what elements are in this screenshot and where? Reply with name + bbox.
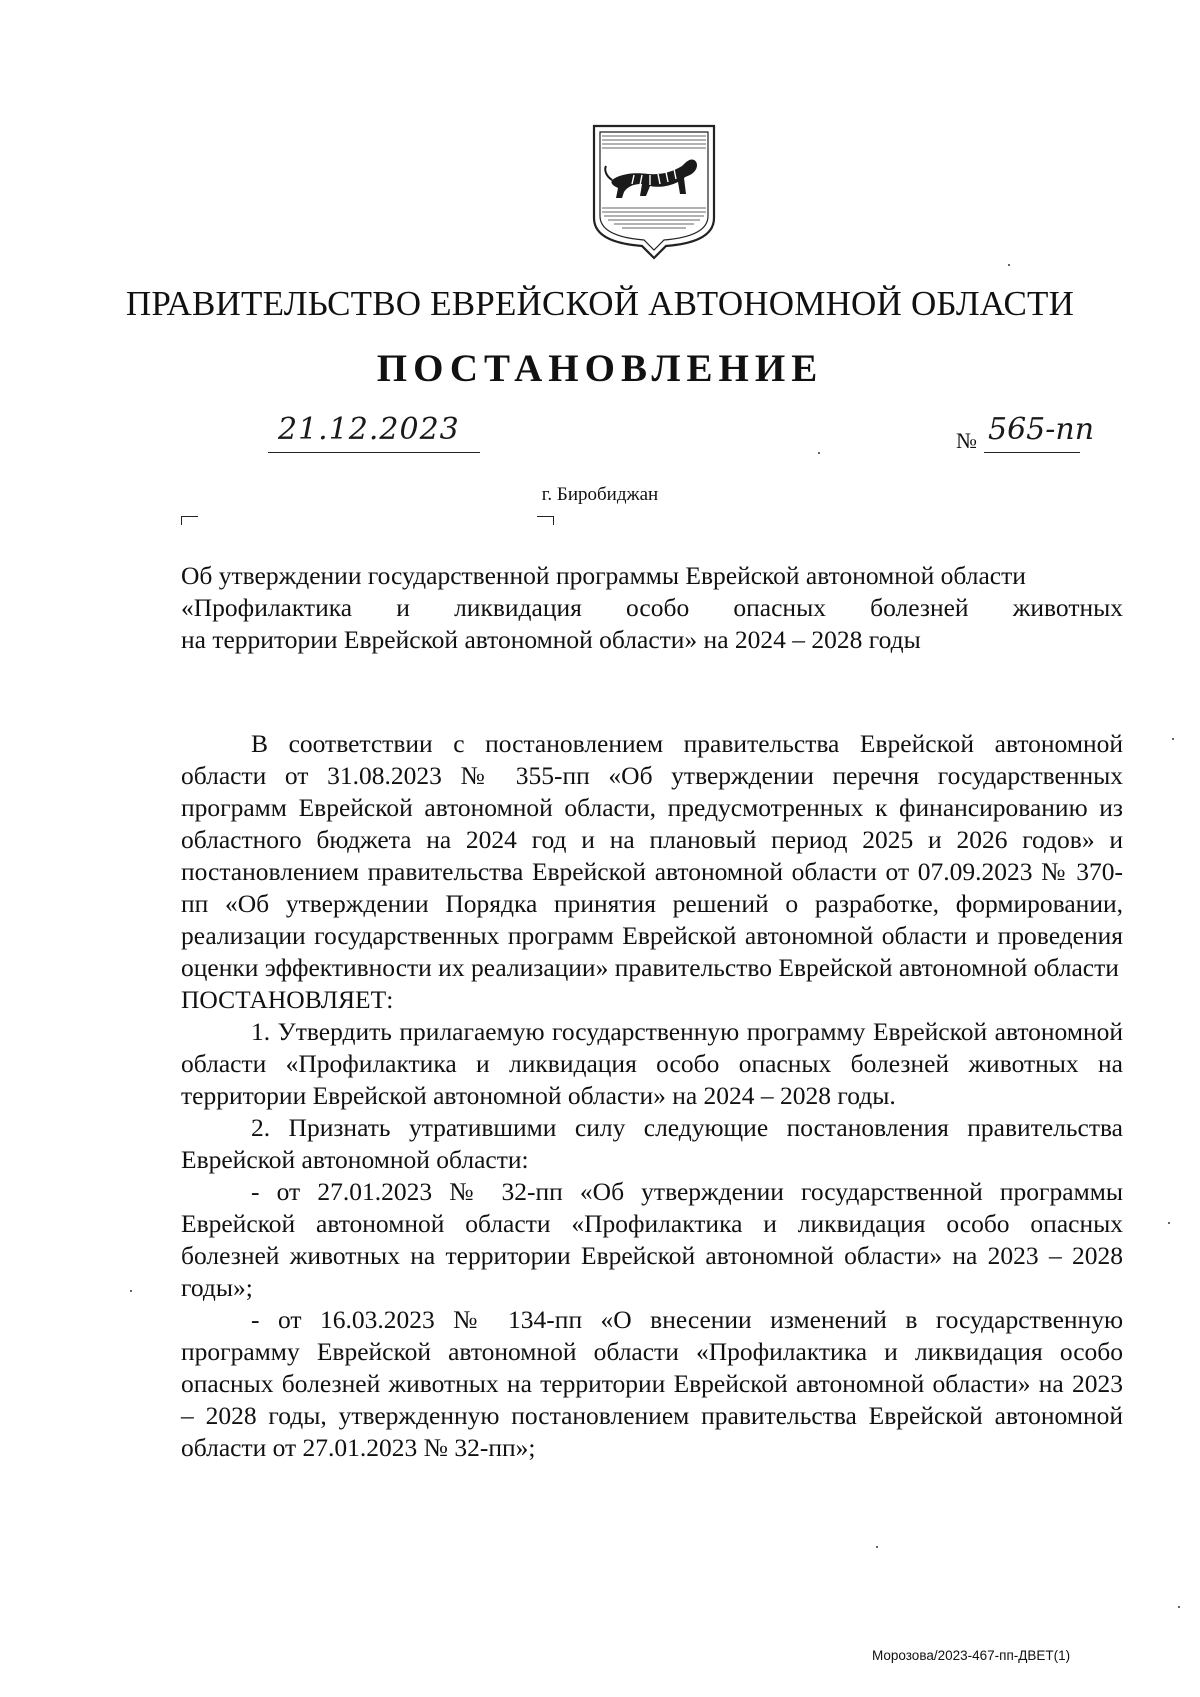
preamble-paragraph: В соответствии с постановлением правительства Еврейской автономной области от 31.08.2023 № 355-пп «Об утверждении перечня государственных программ Еврейской автономной области, предусмотренных к финансированию из областного бюджета на 2024 год и на плановый период 2025 и 2026 годов» и постановлением правительства Еврейской автономной области от 07.09.2023 № 370-пп «Об утверждении Порядка принятия решений о разработке, формировании, реализации государственных программ Еврейской автономной области и проведения оценки эффективности их реализации» правительство Еврейской автономной области [181, 729, 1123, 982]
scan-speck [1172, 738, 1174, 740]
corner-mark-right [537, 516, 554, 525]
subject-line: «Профилактика и ликвидация особо опасных болезней животных [181, 593, 1123, 622]
scan-speck [130, 1290, 132, 1292]
government-title: ПРАВИТЕЛЬСТВО ЕВРЕЙСКОЙ АВТОНОМНОЙ ОБЛАСТИ [125, 284, 1075, 323]
document-body [181, 728, 1123, 1464]
scan-speck [1178, 1606, 1180, 1608]
handwritten-date: 21.12.2023 [278, 412, 460, 447]
scan-speck [818, 452, 820, 454]
number-underline [984, 412, 1095, 453]
document-type-title: ПОСТАНОВЛЕНИЕ [376, 347, 824, 390]
city-label: г. Биробиджан [541, 484, 659, 505]
document-subject [181, 560, 1123, 656]
item-2-paragraph: 2. Признать утратившими силу следующие постановления правительства Еврейской автономной области: [181, 1113, 1123, 1174]
corner-mark-left [181, 516, 198, 525]
resolves-keyword: ПОСТАНОВЛЯЕТ: [181, 985, 394, 1014]
number-sign: № [956, 428, 977, 453]
subject-line: Об утверждении государственной программы Еврейской автономной области [181, 561, 1026, 590]
date-field [268, 412, 480, 453]
item-2a-paragraph: - от 27.01.2023 № 32-пп «Об утверждении государственной программы Еврейской автономной области «Профилактика и ликвидация особо опасных болезней животных на территории Еврейской автономной области» на 2023 – 2028 годы»; [181, 1177, 1123, 1302]
scan-speck [1168, 1222, 1170, 1224]
footer-document-code: Морозова/2023-467-пп-ДВЕТ(1) [872, 1648, 1071, 1663]
item-1-paragraph: 1. Утвердить прилагаемую государственную программу Еврейской автономной области «Профилактика и ликвидация особо опасных болезней животных на территории Еврейской автономной области» на 2024 – 2028 годы. [181, 1017, 1123, 1110]
coat-of-arms-tiger-icon [590, 122, 718, 260]
item-2b-paragraph: - от 16.03.2023 № 134-пп «О внесении изменений в государственную программу Еврейской автономной области «Профилактика и ликвидация особо опасных болезней животных на территории Еврейской автономной области» на 2023 – 2028 годы, утвержденную постановлением правительства Еврейской автономной области от 27.01.2023 № 32-пп»; [181, 1305, 1123, 1462]
subject-line: на территории Еврейской автономной области» на 2024 – 2028 годы [181, 625, 921, 654]
scan-speck [1008, 264, 1010, 266]
scan-speck [876, 1546, 878, 1548]
handwritten-number: 565-пп [988, 412, 1095, 447]
